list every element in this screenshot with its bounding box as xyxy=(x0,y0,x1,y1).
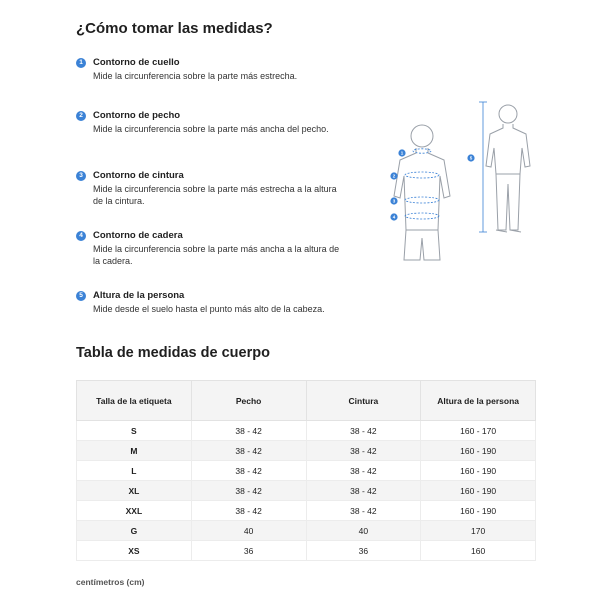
body-measurement-illustration xyxy=(382,96,542,266)
cell-size: G xyxy=(77,521,192,541)
size-chart-table xyxy=(76,380,536,561)
header-size: Talla de la etiqueta xyxy=(77,381,192,421)
cell-chest: 38 - 42 xyxy=(191,461,306,481)
cell-chest: 38 - 42 xyxy=(191,501,306,521)
marker-waist-label: 3 xyxy=(392,198,396,204)
side-figure-legs xyxy=(496,174,520,230)
cell-height: 160 - 190 xyxy=(421,501,536,521)
cell-size: XS xyxy=(77,541,192,561)
side-figure-body xyxy=(486,124,530,174)
front-figure-body xyxy=(394,148,450,230)
cell-height: 160 xyxy=(421,541,536,561)
side-figure-head xyxy=(499,105,517,123)
step-number-badge: 2 xyxy=(76,111,86,121)
step-title: Contorno de cadera xyxy=(93,230,183,241)
step-hip xyxy=(76,230,346,290)
marker-hip-label: 4 xyxy=(392,214,396,220)
table-row xyxy=(77,421,536,441)
cell-waist: 38 - 42 xyxy=(306,501,421,521)
table-row xyxy=(77,441,536,461)
cell-chest: 38 - 42 xyxy=(191,481,306,501)
cell-height: 170 xyxy=(421,521,536,541)
measurement-steps xyxy=(76,57,346,340)
step-number-badge: 5 xyxy=(76,291,86,301)
step-title: Contorno de pecho xyxy=(93,110,181,121)
step-height xyxy=(76,290,346,340)
step-waist xyxy=(76,170,346,230)
cell-chest: 40 xyxy=(191,521,306,541)
cell-height: 160 - 190 xyxy=(421,441,536,461)
step-description: Mide la circunferencia sobre la parte más ancha a la altura de la cadera. xyxy=(93,244,340,266)
table-header-row xyxy=(77,381,536,421)
step-neck xyxy=(76,57,346,110)
cell-waist: 38 - 42 xyxy=(306,421,421,441)
table-row xyxy=(77,501,536,521)
cell-size: XL xyxy=(77,481,192,501)
step-title: Altura de la persona xyxy=(93,290,185,301)
step-description: Mide la circunferencia sobre la parte más estrecha. xyxy=(93,71,298,81)
cell-chest: 38 - 42 xyxy=(191,421,306,441)
step-chest xyxy=(76,110,346,170)
step-description: Mide la circunferencia sobre la parte más estrecha a la altura de la cintura. xyxy=(93,184,337,206)
front-figure-head xyxy=(411,125,433,147)
table-row xyxy=(77,461,536,481)
table-row xyxy=(77,541,536,561)
step-description: Mide desde el suelo hasta el punto más alto de la cabeza. xyxy=(93,304,325,314)
marker-chest-label: 2 xyxy=(392,173,396,179)
cell-waist: 40 xyxy=(306,521,421,541)
page-title: ¿Cómo tomar las medidas? xyxy=(76,20,273,37)
step-number-badge: 4 xyxy=(76,231,86,241)
units-note: centímetros (cm) xyxy=(76,577,145,587)
step-description: Mide la circunferencia sobre la parte más ancha del pecho. xyxy=(93,124,329,134)
cell-waist: 38 - 42 xyxy=(306,441,421,461)
header-height: Altura de la persona xyxy=(421,381,536,421)
cell-height: 160 - 190 xyxy=(421,461,536,481)
table-row xyxy=(77,521,536,541)
cell-height: 160 - 190 xyxy=(421,481,536,501)
cell-waist: 38 - 42 xyxy=(306,461,421,481)
table-title: Tabla de medidas de cuerpo xyxy=(76,345,270,361)
cell-waist: 38 - 42 xyxy=(306,481,421,501)
header-chest: Pecho xyxy=(191,381,306,421)
cell-chest: 36 xyxy=(191,541,306,561)
step-title: Contorno de cintura xyxy=(93,170,184,181)
cell-chest: 38 - 42 xyxy=(191,441,306,461)
step-number-badge: 1 xyxy=(76,58,86,68)
cell-size: XXL xyxy=(77,501,192,521)
cell-size: S xyxy=(77,421,192,441)
cell-size: L xyxy=(77,461,192,481)
cell-size: M xyxy=(77,441,192,461)
marker-neck-label: 1 xyxy=(400,150,404,156)
table-row xyxy=(77,481,536,501)
cell-height: 160 - 170 xyxy=(421,421,536,441)
cell-waist: 36 xyxy=(306,541,421,561)
front-figure-shorts xyxy=(404,230,440,260)
header-waist: Cintura xyxy=(306,381,421,421)
step-title: Contorno de cuello xyxy=(93,57,180,68)
marker-height-label: 5 xyxy=(469,155,473,161)
step-number-badge: 3 xyxy=(76,171,86,181)
